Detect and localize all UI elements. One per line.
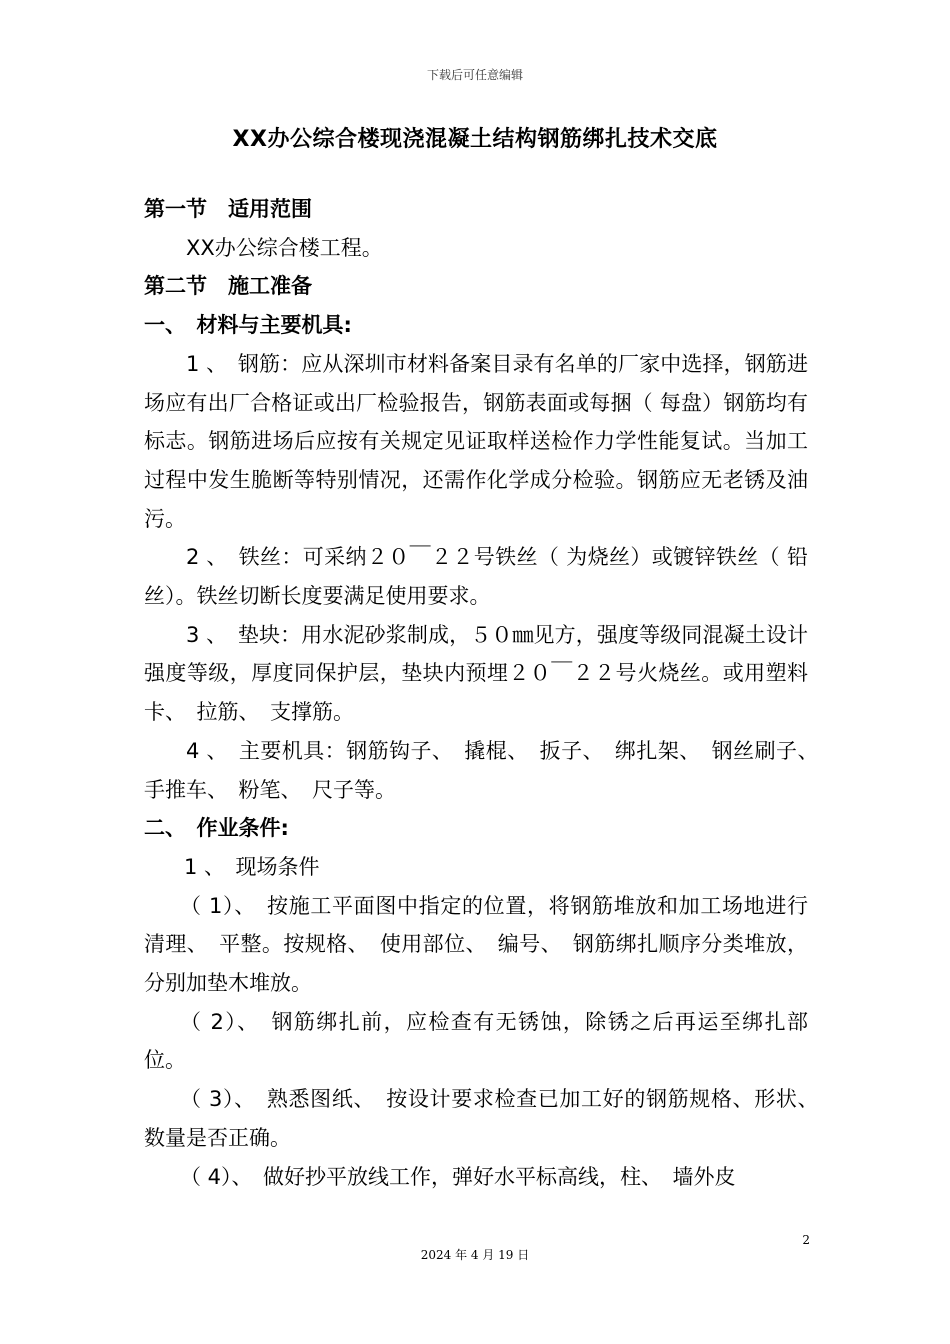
condition-1-1: （ 1）、 按施工平面图中指定的位置，将钢筋堆放和加工场地进行清理、 平整。按规格、 使用部位、 编号、 钢筋绑扎顺序分类堆放，分别加垫木堆放。 [144,893,808,996]
document-title: XX办公综合楼现浇混凝土结构钢筋绑扎技术交底 [232,127,718,152]
item-4-tools: 4 、 主要机具：钢筋钩子、 撬棍、 扳子、 绑扎架、 钢丝刷子、 手推车、 粉笔、 尺子等。 [144,738,829,802]
page-number: 2 [802,1233,810,1247]
subsection-2-heading: 二、 作业条件: [144,816,289,841]
item-1-steel: 1 、 钢筋：应从深圳市材料备案目录有名单的厂家中选择，钢筋进场应有出厂合格证或出厂检验报告，钢筋表面或每捆（ 每盘）钢筋均有标志。钢筋进场后应按有关规定见证取样送检作力学性能复试。当加工过程中发生脆断等特别情况，还需作化学成分检验。钢筋应无老锈及油污。 [144,351,808,531]
condition-1-3: （ 3）、 熟悉图纸、 按设计要求检查已加工好的钢筋规格、形状、 数量是否正确。 [144,1087,829,1150]
condition-1-heading: 1 、 现场条件 [184,854,320,879]
section-1-text: XX办公综合楼工程。 [186,235,383,260]
item-2-wire: 2 、 铁丝：可采纳２０￣２２号铁丝（ 为烧丝）或镀锌铁丝（ 铅丝）。铁丝切断长度要满足使用要求。 [144,545,808,609]
footer-date: 2024 年 4 月 19 日 [420,1248,530,1262]
section-1-heading: 第一节 适用范围 [144,197,312,221]
condition-1-4: （ 4）、 做好抄平放线工作，弹好水平标高线，柱、 墙外皮 [180,1164,736,1189]
item-3-spacer: 3 、 垫块：用水泥砂浆制成，５０㎜见方，强度等级同混凝土设计强度等级，厚度同保护层，垫块内预埋２０￣２２号火烧丝。或用塑料卡、 拉筋、 支撑筋。 [144,622,808,725]
document-body [144,190,829,1196]
header-note: 下载后可任意编辑 [426,68,523,82]
condition-1-2: （ 2）、 钢筋绑扎前，应检查有无锈蚀，除锈之后再运至绑扎部位。 [144,1009,808,1073]
subsection-1-heading: 一、 材料与主要机具: [144,313,352,338]
section-2-heading: 第二节 施工准备 [144,274,312,299]
